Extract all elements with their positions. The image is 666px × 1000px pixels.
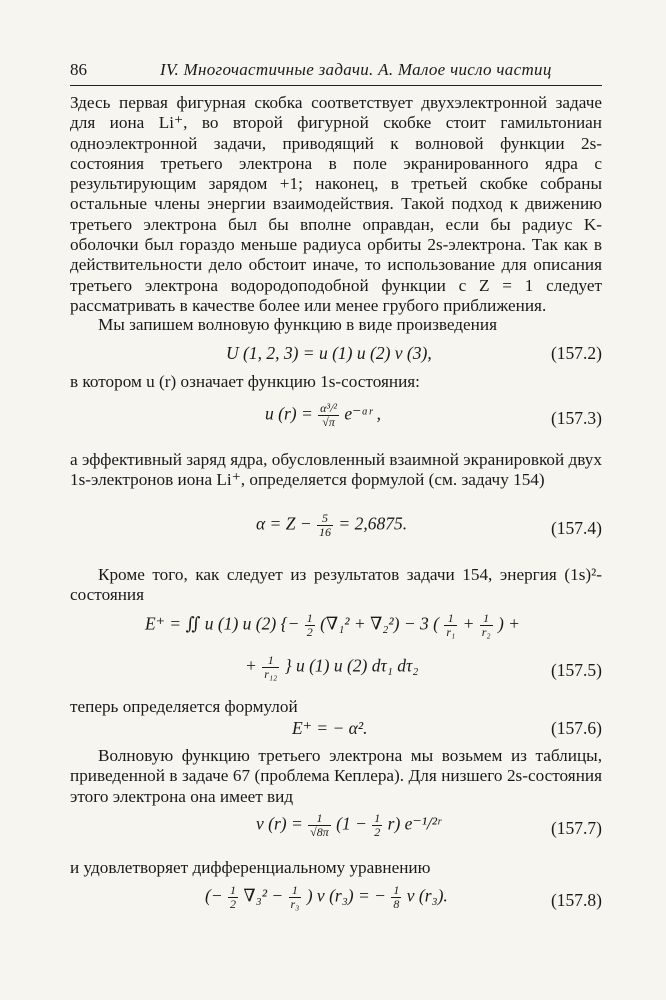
numerator: 1 — [230, 883, 237, 897]
equation-number: (157.4) — [550, 518, 602, 538]
equation-body — [245, 654, 418, 681]
numerator: 1 — [262, 654, 279, 668]
paragraph-5: Кроме того, как следует из результатов задачи 154, энергия (1s)²-состояния — [70, 565, 602, 605]
paragraph-6: теперь определяется формулой — [70, 697, 298, 716]
fraction — [480, 612, 493, 639]
fraction — [372, 812, 382, 839]
paragraph-7: Волновую функцию третьего электрона мы возьмем из таблицы, приведенной в задаче 67 (проблема Кеплера). Для низшего 2s-состояния этого электрона она имеет вид — [70, 746, 602, 806]
eq-rhs: e⁻ᵅʳ , — [344, 403, 381, 424]
equation-body — [145, 612, 520, 639]
numerator: 1 — [480, 612, 493, 626]
header-rule — [70, 85, 602, 86]
equation-body: U (1, 2, 3) = u (1) u (2) v (3), — [226, 343, 432, 363]
eq-part: } u (1) u (2) dτ₁ dτ₂ — [284, 655, 419, 676]
numerator: 1 — [306, 611, 313, 625]
denominator: 2 — [230, 897, 237, 911]
numerator: α³/² — [320, 401, 337, 415]
equation-number: (157.7) — [550, 818, 602, 838]
equation-157-7 — [70, 808, 602, 852]
fraction — [391, 884, 401, 911]
equation-body — [256, 812, 441, 839]
numerator: 1 — [444, 612, 457, 626]
eq-part: ) + — [497, 613, 520, 634]
eq-part: E⁺ = ∬ u (1) u (2) {− — [145, 613, 300, 634]
page-number: 86 — [70, 60, 87, 79]
fraction — [305, 612, 315, 639]
paragraph-8: и удовлетворяет дифференциальному уравнению — [70, 858, 431, 877]
fraction — [289, 884, 302, 911]
numerator: 1 — [289, 884, 302, 898]
paragraph-1: Здесь первая фигурная скобка соответствует двухэлектронной задаче для иона Li⁺, во второй фигурной скобке стоит гамильтониан одноэлектронной задачи, приводящий к волновой функции 2s-состояния третьего электрона в поле экранированного ядра с результирующим зарядом +1; наконец, в третьей скобке собраны остальные члены энергии взаимодействия. Такой подход к движению третьего электрона был бы вполне оправдан, если бы радиус K-оболочки был гораздо меньше радиуса орбиты 2s-электрона. Так как в действительности дело обстоит иначе, то использование для описания третьего электрона водородоподобной функции с Z = 1 следует рассматривать в качестве более или менее грубого приближения. — [70, 93, 602, 315]
denominator: 2 — [374, 825, 381, 839]
equation-body — [256, 512, 407, 539]
equation-body: E⁺ = − α². — [292, 718, 368, 738]
fraction — [318, 402, 339, 429]
fraction — [308, 812, 331, 839]
fraction — [228, 884, 238, 911]
fraction — [317, 512, 333, 539]
numerator: 5 — [317, 512, 333, 526]
equation-157-2 — [70, 343, 602, 367]
equation-number: (157.6) — [550, 718, 602, 738]
eq-lhs: v (r) = — [256, 813, 303, 834]
denominator: 8 — [393, 897, 400, 911]
numerator: 1 — [308, 812, 331, 826]
equation-157-6 — [70, 718, 602, 742]
eq-part: (− — [205, 885, 223, 906]
denominator: 16 — [319, 525, 332, 539]
eq-part: v (r₃). — [406, 885, 448, 906]
equation-157-4 — [70, 510, 602, 550]
equation-157-5-line1 — [70, 610, 602, 652]
paragraph-4: а эффективный заряд ядра, обусловленный взаимной экранировкой двух 1s-электронов иона Li⁺, определяется формулой (см. задачу 154) — [70, 450, 602, 490]
fraction — [444, 612, 457, 639]
equation-body — [265, 402, 381, 429]
eq-part: (1 − — [336, 813, 367, 834]
equation-number: (157.5) — [550, 660, 602, 680]
paragraph-2: Мы запишем волновую функцию в виде произведения — [98, 315, 497, 334]
denominator: r₂ — [481, 625, 491, 639]
equation-157-8 — [70, 880, 602, 924]
equation-157-5-line2 — [70, 652, 602, 694]
eq-lhs: α = Z − — [256, 513, 312, 534]
denominator: 2 — [306, 625, 313, 639]
eq-rhs: r) e⁻¹/²ʳ — [387, 813, 441, 834]
eq-lhs: u (r) = — [265, 403, 313, 424]
denominator: r₃ — [290, 897, 300, 911]
eq-rhs: = 2,6875. — [338, 513, 408, 534]
equation-number: (157.2) — [550, 343, 602, 363]
equation-number: (157.8) — [550, 890, 602, 910]
eq-part: (∇₁² + ∇₂²) − 3 ( — [320, 613, 439, 634]
denominator: √π — [322, 415, 335, 429]
equation-number: (157.3) — [550, 408, 602, 428]
eq-part: ∇₃² − — [243, 885, 284, 906]
equation-157-3 — [70, 398, 602, 442]
denominator: r₁ — [446, 625, 456, 639]
numerator: 1 — [374, 811, 381, 825]
eq-part: + — [462, 613, 475, 634]
eq-part: + — [245, 655, 257, 676]
equation-body — [205, 884, 448, 911]
fraction — [262, 654, 279, 681]
page-header — [70, 58, 602, 82]
numerator: 1 — [393, 883, 400, 897]
denominator: √8π — [310, 825, 329, 839]
denominator: r₁₂ — [264, 667, 278, 681]
running-title: IV. Многочастичные задачи. А. Малое число частиц — [160, 60, 552, 79]
paragraph-3: в котором u (r) означает функцию 1s-состояния: — [70, 372, 420, 391]
eq-part: ) v (r₃) = − — [306, 885, 386, 906]
